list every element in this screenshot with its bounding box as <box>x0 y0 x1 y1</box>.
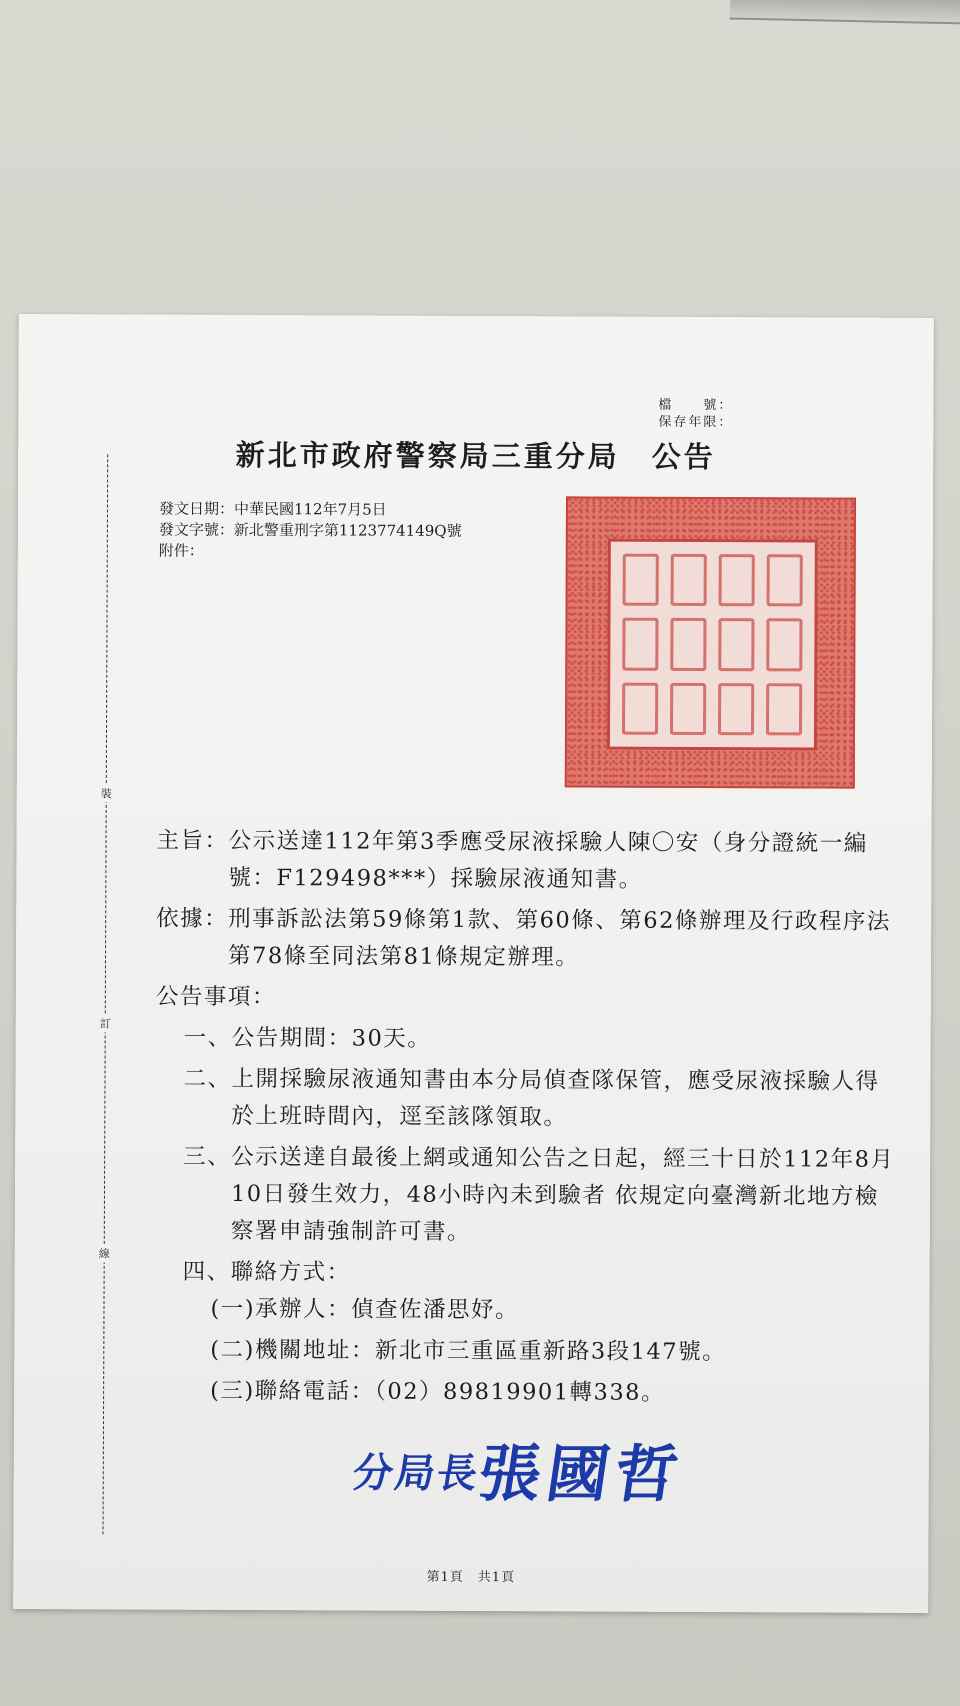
issue-info <box>159 499 462 563</box>
basis-label: 依據： <box>156 905 229 932</box>
binding-line <box>103 454 109 1534</box>
notice-heading: 公告事項： <box>155 983 276 1011</box>
chief-signature <box>347 1424 690 1514</box>
contact-line: (一)承辦人：偵查佐潘思妤。 <box>210 1295 520 1324</box>
official-seal-stamp <box>565 496 856 788</box>
binding-mark-ding: 訂 <box>100 1014 111 1032</box>
notice-item <box>155 1139 895 1253</box>
issue-number: 發文字號：新北警重刑字第1123774149Q號 <box>158 520 462 540</box>
item-text: 公示送達自最後上網或通知公告之日起，經三十日於112年8月10日發生效力，48小時內未到驗者 依規定向臺灣新北地方檢察署申請強制許可書。 <box>230 1143 895 1245</box>
page-number: 第1頁 共1頁 <box>426 1569 516 1586</box>
retention-period-label: 保存年限： <box>658 414 734 431</box>
seal-inner-field <box>607 539 818 751</box>
document-title: 新北市政府警察局三重分局 公告 <box>235 437 716 475</box>
issue-date: 發文日期：中華民國112年7月5日 <box>158 499 387 519</box>
signature-name: 張國哲 <box>473 1437 689 1511</box>
item-text: 公告期間：30天。 <box>231 1024 432 1052</box>
notice-item <box>156 1020 896 1060</box>
subject-text: 公示送達112年第3季應受尿液採驗人陳〇安（身分證統一編號：F129498***）採驗尿液通知書。 <box>228 827 868 893</box>
contact-line: (三)聯絡電話：（02）89819901轉338。 <box>210 1377 666 1406</box>
subject-label: 主旨： <box>156 827 229 854</box>
file-meta <box>658 397 733 431</box>
item-number: 一、 <box>183 1024 232 1051</box>
attachment-label: 附件： <box>158 541 204 560</box>
subject-row <box>156 823 896 900</box>
seal-characters <box>616 548 809 742</box>
item-text: 聯絡方式： <box>230 1258 351 1286</box>
item-number: 四、 <box>182 1258 231 1285</box>
file-number-label: 檔 號： <box>658 397 734 414</box>
item-number: 二、 <box>183 1065 232 1092</box>
signature-title: 分局長 <box>349 1450 483 1498</box>
item-number: 三、 <box>183 1143 232 1170</box>
basis-text: 刑事訴訟法第59條第1款、第60條、第62條辦理及行政程序法第78條至同法第81條規定辦理。 <box>227 905 891 971</box>
item-text: 上開採驗尿液通知書由本分局偵查隊保管，應受尿液採驗人得於上班時間內，逕至該隊領取。 <box>231 1065 880 1131</box>
wall-fixture <box>730 0 960 25</box>
binding-mark-zhuang: 裝 <box>101 784 112 802</box>
notice-body <box>154 823 897 1413</box>
notice-item <box>155 1254 895 1294</box>
notice-document <box>13 314 934 1613</box>
basis-row <box>156 901 896 978</box>
binding-mark-xian: 線 <box>99 1244 110 1262</box>
notice-item <box>155 1061 895 1138</box>
contact-line: (二)機關地址：新北市三重區重新路3段147號。 <box>210 1336 727 1366</box>
